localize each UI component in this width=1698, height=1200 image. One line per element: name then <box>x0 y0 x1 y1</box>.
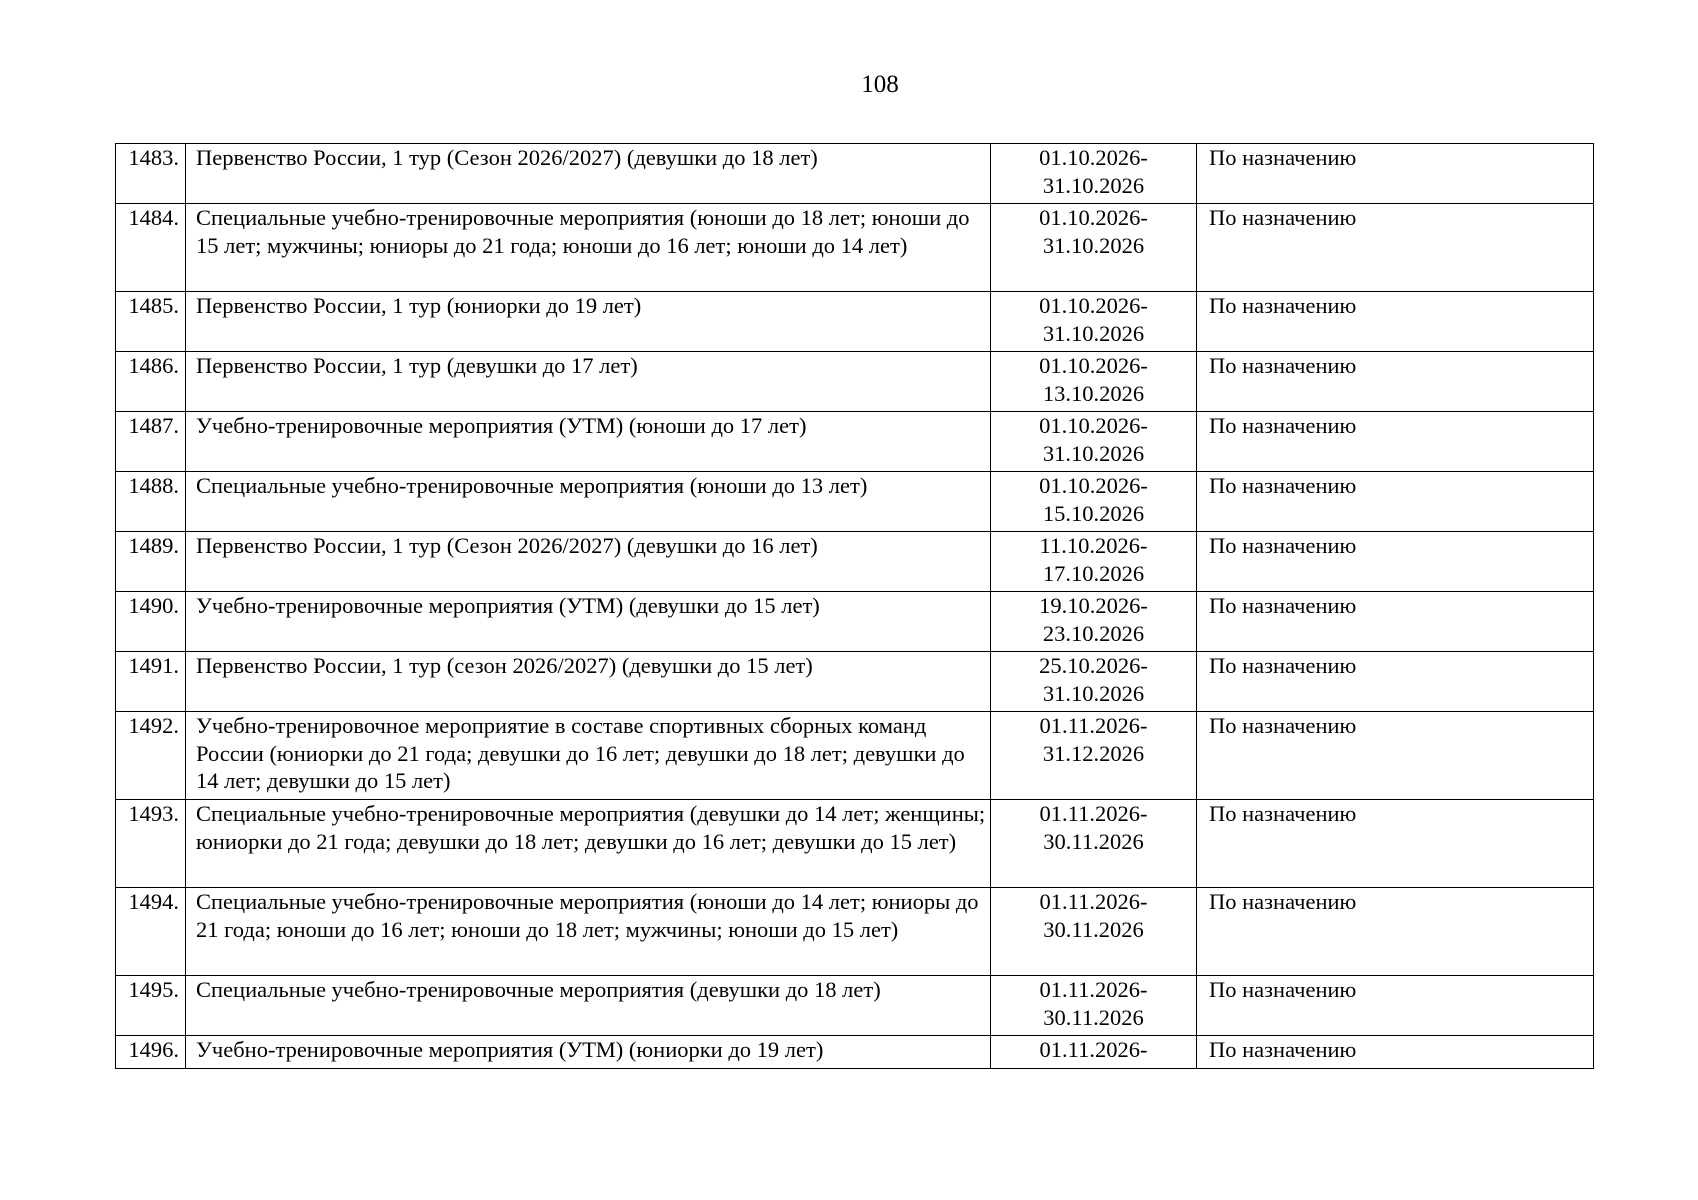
date-end: 23.10.2026 <box>1042 620 1145 646</box>
event-place: По назначению <box>1197 412 1594 472</box>
row-number: 1488. <box>116 472 186 532</box>
date-start: 01.10.2026- <box>1039 353 1148 378</box>
row-number: 1492. <box>116 712 186 800</box>
event-place: По назначению <box>1197 652 1594 712</box>
event-place: По назначению <box>1197 888 1594 976</box>
date-end: 31.12.2026 <box>1042 740 1145 766</box>
table-row <box>116 976 1594 1036</box>
event-place: По назначению <box>1197 800 1594 888</box>
date-end: 31.10.2026 <box>1042 172 1145 198</box>
event-place: По назначению <box>1197 976 1594 1036</box>
event-place: По назначению <box>1197 532 1594 592</box>
date-end: 31.10.2026 <box>1042 680 1145 706</box>
table-row <box>116 800 1594 888</box>
date-start: 01.10.2026- <box>1039 293 1148 318</box>
date-start: 01.10.2026- <box>1039 413 1148 438</box>
date-start: 01.11.2026- <box>1039 801 1148 826</box>
date-start: 01.11.2026- <box>1039 1037 1148 1062</box>
table-row <box>116 652 1594 712</box>
event-name: Первенство России, 1 тур (Сезон 2026/2027) (девушки до 16 лет) <box>186 532 991 592</box>
row-number: 1485. <box>116 292 186 352</box>
table-row <box>116 888 1594 976</box>
event-dates <box>991 976 1197 1036</box>
event-place: По назначению <box>1197 472 1594 532</box>
date-start: 01.11.2026- <box>1039 977 1148 1002</box>
row-number: 1495. <box>116 976 186 1036</box>
event-name: Первенство России, 1 тур (Сезон 2026/2027) (девушки до 18 лет) <box>186 144 991 204</box>
event-dates <box>991 1036 1197 1069</box>
page-number: 108 <box>861 71 899 98</box>
row-number: 1486. <box>116 352 186 412</box>
table-row <box>116 712 1594 800</box>
table-row <box>116 1036 1594 1069</box>
date-end: 31.10.2026 <box>1042 232 1145 258</box>
event-place: По назначению <box>1197 592 1594 652</box>
date-start: 01.11.2026- <box>1039 713 1148 738</box>
row-number: 1484. <box>116 204 186 292</box>
row-number: 1483. <box>116 144 186 204</box>
date-start: 01.10.2026- <box>1039 205 1148 230</box>
event-name: Первенство России, 1 тур (девушки до 17 лет) <box>186 352 991 412</box>
event-place: По назначению <box>1197 204 1594 292</box>
date-start: 25.10.2026- <box>1039 653 1148 678</box>
event-name: Специальные учебно-тренировочные мероприятия (девушки до 14 лет; женщины; юниорки до 21 года; девушки до 18 лет; девушки до 16 лет; девушки до 15 лет) <box>186 800 991 888</box>
date-end: 30.11.2026 <box>1043 916 1144 942</box>
event-dates <box>991 652 1197 712</box>
event-name: Учебно-тренировочное мероприятие в составе спортивных сборных команд России (юниорки до 21 года; девушки до 16 лет; девушки до 18 лет; девушки до 14 лет; девушки до 15 лет) <box>186 712 991 800</box>
event-name: Учебно-тренировочные мероприятия (УТМ) (юниорки до 19 лет) <box>186 1036 991 1069</box>
date-end: 30.11.2026 <box>1043 828 1144 854</box>
date-start: 01.10.2026- <box>1039 145 1148 170</box>
event-dates <box>991 800 1197 888</box>
date-start: 19.10.2026- <box>1039 593 1148 618</box>
event-name: Первенство России, 1 тур (юниорки до 19 лет) <box>186 292 991 352</box>
date-end: 30.11.2026 <box>1043 1004 1144 1030</box>
event-dates <box>991 352 1197 412</box>
event-place: По назначению <box>1197 1036 1594 1069</box>
event-dates <box>991 472 1197 532</box>
date-end: 15.10.2026 <box>1042 500 1145 526</box>
event-name: Специальные учебно-тренировочные мероприятия (юноши до 18 лет; юноши до 15 лет; мужчины; юниоры до 21 года; юноши до 16 лет; юноши до 14 лет) <box>186 204 991 292</box>
row-number: 1487. <box>116 412 186 472</box>
event-place: По назначению <box>1197 352 1594 412</box>
date-end: 31.10.2026 <box>1042 320 1145 346</box>
row-number: 1494. <box>116 888 186 976</box>
row-number: 1491. <box>116 652 186 712</box>
row-number: 1489. <box>116 532 186 592</box>
table-row <box>116 292 1594 352</box>
events-table <box>115 143 1594 1069</box>
table-row <box>116 144 1594 204</box>
event-name: Специальные учебно-тренировочные мероприятия (юноши до 14 лет; юниоры до 21 года; юноши до 16 лет; юноши до 18 лет; мужчины; юноши до 15 лет) <box>186 888 991 976</box>
table-row <box>116 472 1594 532</box>
event-dates <box>991 592 1197 652</box>
table-row <box>116 352 1594 412</box>
event-dates <box>991 204 1197 292</box>
row-number: 1493. <box>116 800 186 888</box>
table-row <box>116 532 1594 592</box>
event-dates <box>991 888 1197 976</box>
event-dates <box>991 292 1197 352</box>
row-number: 1490. <box>116 592 186 652</box>
table-row <box>116 592 1594 652</box>
date-start: 01.10.2026- <box>1039 473 1148 498</box>
table-row <box>116 412 1594 472</box>
date-end: 17.10.2026 <box>1042 560 1145 586</box>
event-dates <box>991 532 1197 592</box>
date-start: 11.10.2026- <box>1039 533 1148 558</box>
event-place: По назначению <box>1197 144 1594 204</box>
event-dates <box>991 712 1197 800</box>
table-row <box>116 204 1594 292</box>
event-name: Специальные учебно-тренировочные мероприятия (юноши до 13 лет) <box>186 472 991 532</box>
date-start: 01.11.2026- <box>1039 889 1148 914</box>
event-name: Учебно-тренировочные мероприятия (УТМ) (юноши до 17 лет) <box>186 412 991 472</box>
date-end: 13.10.2026 <box>1042 380 1145 406</box>
event-place: По назначению <box>1197 712 1594 800</box>
row-number: 1496. <box>116 1036 186 1069</box>
event-dates <box>991 412 1197 472</box>
event-place: По назначению <box>1197 292 1594 352</box>
event-name: Специальные учебно-тренировочные мероприятия (девушки до 18 лет) <box>186 976 991 1036</box>
event-dates <box>991 144 1197 204</box>
event-name: Учебно-тренировочные мероприятия (УТМ) (девушки до 15 лет) <box>186 592 991 652</box>
event-name: Первенство России, 1 тур (сезон 2026/2027) (девушки до 15 лет) <box>186 652 991 712</box>
date-end: 31.10.2026 <box>1042 440 1145 466</box>
